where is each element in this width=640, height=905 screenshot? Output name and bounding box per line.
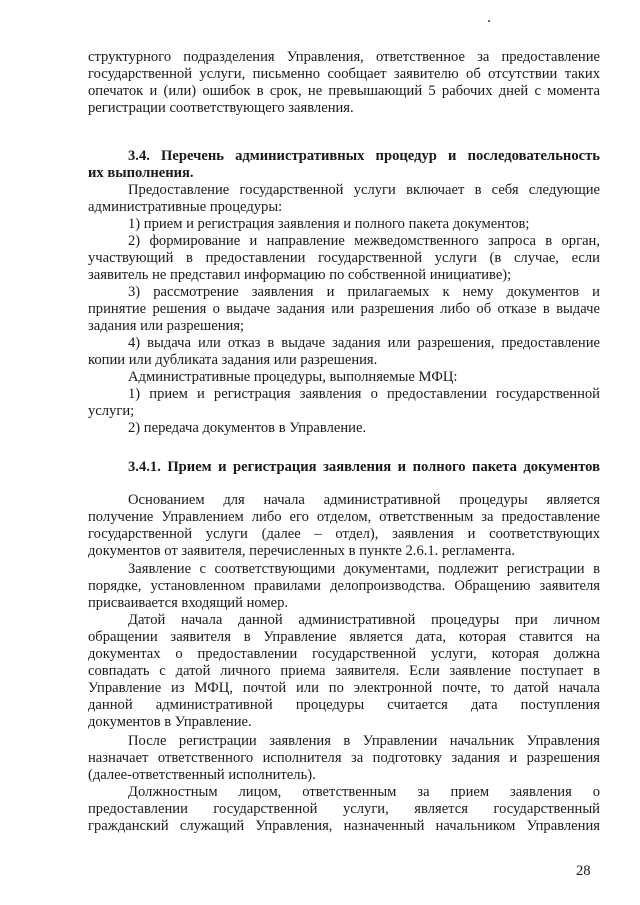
- text-line: 2) передача документов в Управление.: [128, 420, 367, 436]
- text-line: участвующий в предоставлении государственной услуги (в случае, если: [88, 250, 600, 266]
- text-line: Основанием для начала административной процедуры является: [128, 492, 600, 508]
- text-line: Датой начала данной административной процедуры при личном: [128, 612, 600, 628]
- text-line: административные процедуры:: [88, 199, 283, 215]
- text-line: После регистрации заявления в Управлении начальник Управления: [128, 733, 600, 749]
- section-3-4-1-paragraph-3: [88, 612, 600, 731]
- text-line: 1) прием и регистрация заявления и полного пакета документов;: [128, 216, 530, 232]
- text-line: задания или разрешения;: [88, 318, 245, 334]
- section-3-4-heading: [88, 148, 600, 182]
- section-3-4-1-paragraph-5: [88, 784, 600, 835]
- text-line: 2) формирование и направление межведомственного запроса в орган,: [128, 233, 600, 249]
- text-line: присваивается входящий номер.: [88, 595, 289, 611]
- text-line: предоставлении государственной услуги, является государственный: [88, 801, 600, 817]
- text-line: государственной услуги, письменно сообщает заявителю об отсутствии таких: [88, 66, 600, 82]
- text-line: опечаток и (или) ошибок в срок, не превышающий 5 рабочих дней с момента: [88, 83, 600, 99]
- page-number: 28: [576, 863, 591, 879]
- text-line: документов от заявителя, перечисленных в пункте 2.6.1. регламента.: [88, 543, 515, 559]
- text-line: заявитель не представил информацию по собственной инициативе);: [88, 267, 512, 283]
- text-line: 3) рассмотрение заявления и прилагаемых к нему документов и: [128, 284, 600, 300]
- heading-line: их выполнения.: [88, 165, 194, 181]
- text-line: данной административной процедуры считается дата поступления: [88, 697, 600, 713]
- scan-speck: [488, 20, 490, 22]
- text-line: назначает ответственного исполнителя за подготовку задания и разрешения: [88, 750, 600, 766]
- text-line: структурного подразделения Управления, ответственное за предоставление: [88, 49, 600, 65]
- heading-line: 3.4.1. Прием и регистрация заявления и полного пакета документов: [128, 459, 600, 475]
- text-line: совпадать с датой личного приема заявителя. Если заявление поступает в: [88, 663, 600, 679]
- text-line: получение Управлением либо его отделом, ответственным за предоставление: [88, 509, 600, 525]
- text-line: Заявление с соответствующими документами, подлежит регистрации в: [128, 561, 600, 577]
- text-line: копии или дубликата задания или разрешения.: [88, 352, 378, 368]
- text-line: регистрации соответствующего заявления.: [88, 100, 354, 116]
- text-line: Управление из МФЦ, почтой или по электронной почте, то датой начала: [88, 680, 600, 696]
- text-line: государственной услуги (далее – отдел), заявления и соответствующих: [88, 526, 600, 542]
- section-3-4-body: [88, 182, 600, 437]
- text-line: документов в Управление.: [88, 714, 252, 730]
- section-3-4-1-paragraph-2: [88, 561, 600, 612]
- section-3-4-1-heading: [88, 459, 600, 476]
- section-3-4-1-paragraph-4: [88, 733, 600, 784]
- text-line: документах о предоставлении государственной услуги, которая должна: [88, 646, 600, 662]
- heading-line: 3.4. Перечень административных процедур и последовательность: [128, 148, 600, 164]
- text-line: 4) выдача или отказ в выдаче задания или разрешения, предоставление: [128, 335, 600, 351]
- text-line: порядке, установленном правилами делопроизводства. Обращению заявителя: [88, 578, 600, 594]
- text-line: Административные процедуры, выполняемые МФЦ:: [128, 369, 458, 385]
- text-line: гражданский служащий Управления, назначенный начальником Управления: [88, 818, 600, 834]
- text-line: 1) прием и регистрация заявления о предоставлении государственной: [128, 386, 600, 402]
- text-line: принятие решения о выдаче задания или разрешения либо об отказе в выдаче: [88, 301, 600, 317]
- section-3-4-1-paragraph-1: [88, 492, 600, 560]
- text-line: (далее-ответственный исполнитель).: [88, 767, 316, 783]
- text-line: Предоставление государственной услуги включает в себя следующие: [128, 182, 600, 198]
- text-line: услуги;: [88, 403, 135, 419]
- text-line: Должностным лицом, ответственным за прием заявления о: [128, 784, 600, 800]
- intro-paragraph: [88, 49, 600, 117]
- text-line: обращении заявителя в Управление является дата, которая ставится на: [88, 629, 600, 645]
